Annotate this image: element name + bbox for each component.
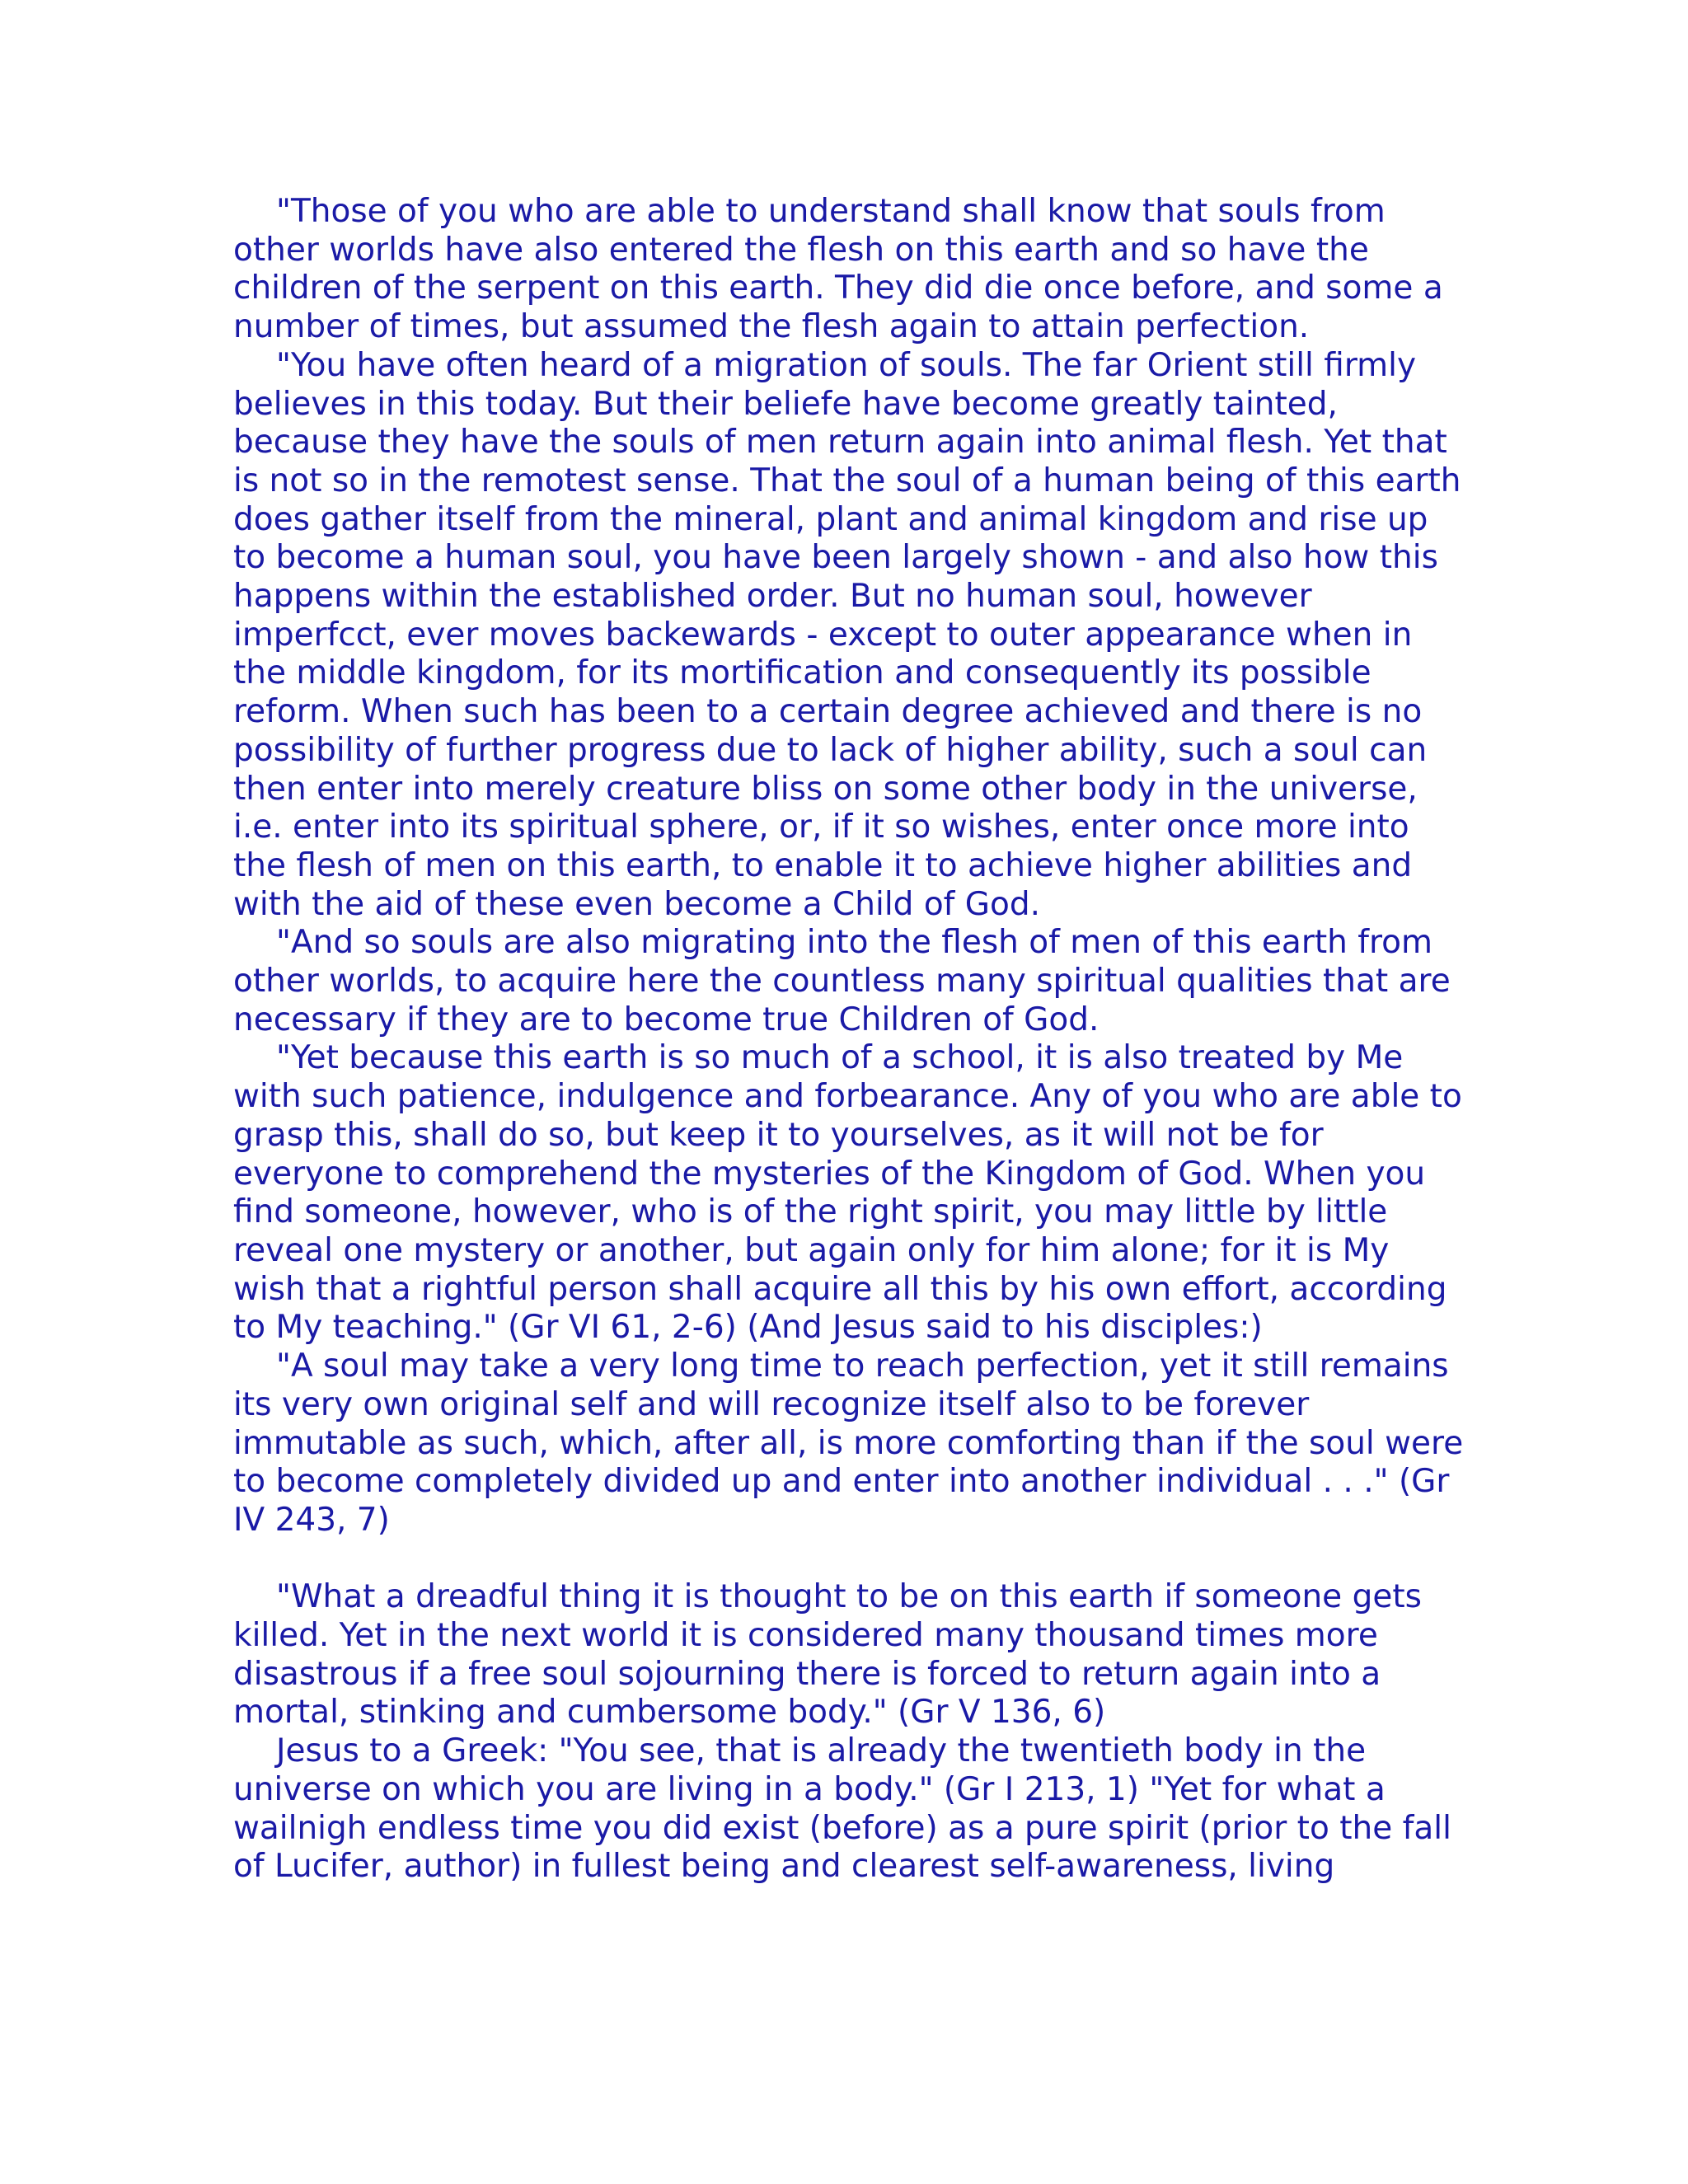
paragraph-gap [233, 1540, 1470, 1579]
paragraph-3: "And so souls are also migrating into the flesh of men of this earth from other worlds, to acquire here the countless many spiritual qualities that are necessary if they are to become true Children of God. [233, 924, 1451, 1038]
paragraph-2: "You have often heard of a migration of souls. The far Orient still firmly believes in this today. But their beliefe have become greatly tainted, because they have the souls of men return again into animal flesh. Yet that is not so in the remotest sense. That the soul of a human being of this earth does gather itself from the mineral, plant and animal kingdom and rise up to become a human soul, you have been largely shown - and also how this happens within the established order. But no human soul, however imperfcct, ever moves backewards - except to outer appearance when in the middle kingdom, for its mortification and consequently its possible reform. When such has been to a certain degree achieved and there is no possibility of further progress due to lack of higher ability, such a soul can then enter into merely creature bliss on some other body in the universe, i.e. enter into its spiritual sphere, or, if it so wishes, enter once more into the flesh of men on this earth, to enable it to achieve higher abilities and with the aid of these even become a Child of God. [233, 346, 1461, 923]
paragraph-4: "Yet because this earth is so much of a school, it is also treated by Me with such patience, indulgence and forbearance. Any of you who are able to grasp this, shall do so, but keep it to yourselves, as it will not be for everyone to comprehend the mysteries of the Kingdom of God. When you find someone, however, who is of the right spirit, you may little by little reveal one mystery or another, but again only for him alone; for it is My wish that a rightful person shall acquire all this by his own effort, according to My teaching." (Gr VI 61, 2-6) (And Jesus said to his disciples:) [233, 1039, 1462, 1347]
paragraph-7: Jesus to a Greek: "You see, that is already the twentieth body in the universe on which you are living in a body." (Gr I 213, 1) "Yet for what a wailnigh endless time you did exist (before) as a pure spirit (prior to the fall of Lucifer, author) in fullest being and clearest self-awareness, living [233, 1732, 1451, 1886]
paragraph-5: "A soul may take a very long time to reach perfection, yet it still remains its very own original self and will recognize itself also to be forever immutable as such, which, after all, is more comforting than if the soul were to become completely divided up and enter into another individual . . ." (Gr IV 243, 7) [233, 1347, 1464, 1539]
paragraph-1: "Those of you who are able to understand shall know that souls from other worlds have also entered the flesh on this earth and so have the children of the serpent on this earth. They did die once before, and some a number of times, but assumed the flesh again to attain perfection. [233, 193, 1443, 346]
document-body [233, 193, 1470, 1886]
paragraph-6: "What a dreadful thing it is thought to be on this earth if someone gets killed. Yet in the next world it is considered many thousand times more disastrous if a free soul sojourning there is forced to return again into a mortal, stinking and cumbersome body." (Gr V 136, 6) [233, 1578, 1422, 1732]
